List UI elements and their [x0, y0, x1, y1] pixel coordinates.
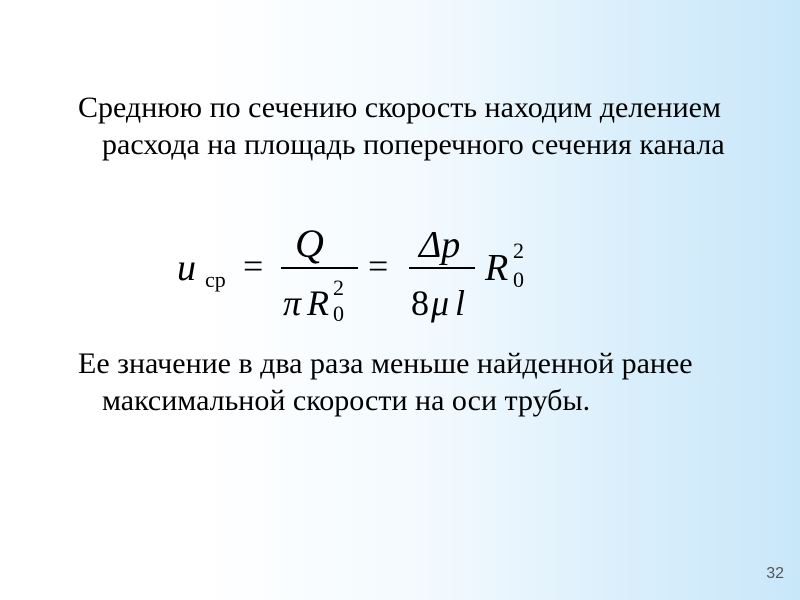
page-number: 32 [766, 565, 784, 582]
formula-frac2-eight: 8 [411, 283, 429, 323]
formula-frac1-sub: 0 [333, 301, 344, 326]
formula-frac1-sup: 2 [333, 275, 344, 300]
formula-rhs-R: R [485, 247, 509, 289]
formula-frac1-numerator: Q [295, 221, 324, 266]
formula-u-subscript: ср [205, 267, 226, 292]
paragraph-intro: Среднюю по сечению скорость находим делением расхода на площадь поперечного сечения канала [78, 91, 725, 161]
formula-frac2-l: l [455, 283, 466, 323]
formula-u: u [177, 247, 196, 289]
mean-velocity-formula [175, 215, 545, 335]
formula-equals-2: = [368, 246, 389, 286]
paragraph-conclusion: Ее значение в два раза меньше найденной ранее максимальной скорости на оси трубы. [78, 347, 693, 417]
formula-rhs-sup: 2 [513, 238, 524, 263]
formula-rhs-sub: 0 [513, 267, 524, 292]
formula-equals-1: = [243, 246, 264, 286]
formula-frac1-R: R [307, 283, 329, 323]
formula-frac1-pi: π [283, 283, 302, 323]
formula-frac2-numerator: Δp [419, 224, 461, 266]
formula-svg [175, 215, 545, 335]
formula-frac2-mu: μ [431, 283, 450, 323]
